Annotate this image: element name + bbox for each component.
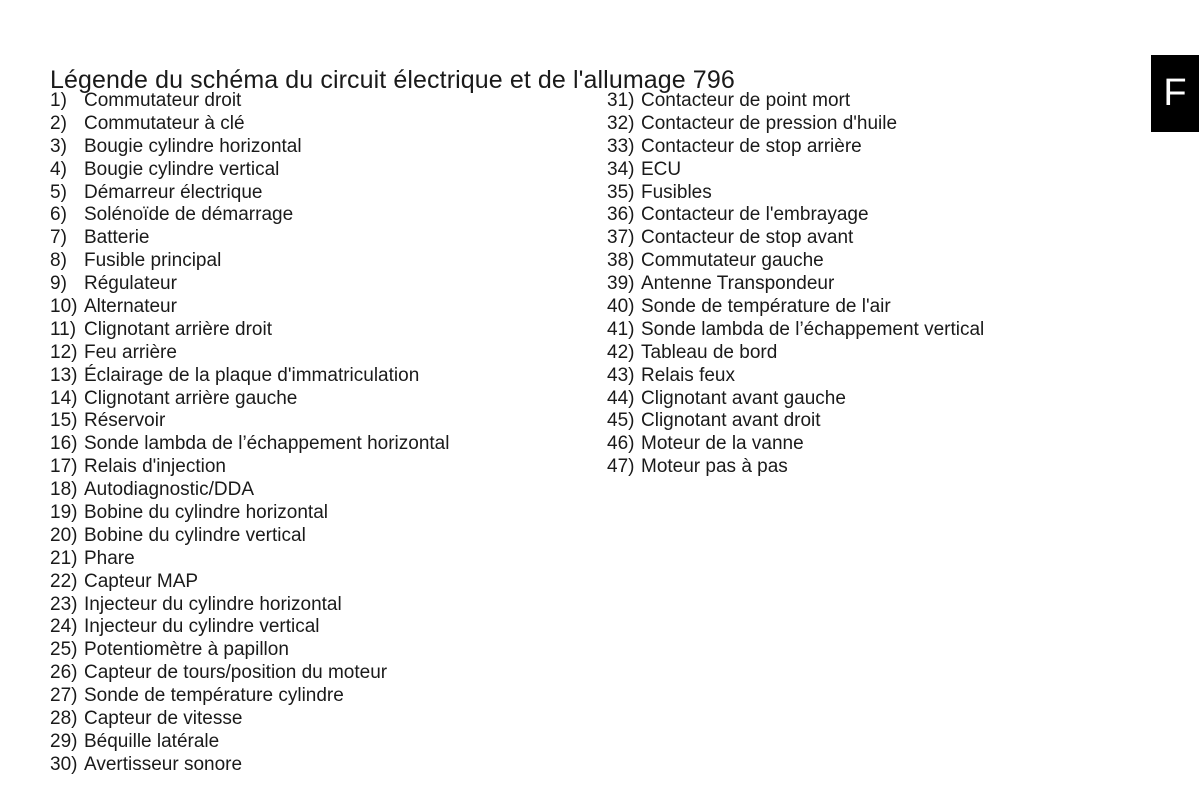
legend-item-label: Commutateur gauche bbox=[641, 250, 824, 272]
legend-item bbox=[607, 456, 984, 479]
legend-item-label: Relais d'injection bbox=[84, 456, 226, 478]
legend-item-label: Tableau de bord bbox=[641, 341, 778, 363]
legend-item-number: 36) bbox=[607, 204, 635, 226]
legend-item-label: Potentiomètre à papillon bbox=[84, 639, 289, 661]
legend-item-label: Sonde de température de l'air bbox=[641, 296, 891, 318]
legend-item bbox=[607, 273, 984, 296]
legend-item-label: Régulateur bbox=[84, 273, 177, 295]
legend-item-number: 3) bbox=[50, 135, 67, 157]
legend-item bbox=[50, 616, 449, 639]
legend-item bbox=[50, 708, 449, 731]
legend-item-label: Démarreur électrique bbox=[84, 181, 263, 203]
legend-item-number: 30) bbox=[50, 753, 78, 775]
legend-item bbox=[50, 525, 449, 548]
legend-item bbox=[50, 456, 449, 479]
legend-item-label: Capteur de vitesse bbox=[84, 708, 243, 730]
page-title: Légende du schéma du circuit électrique et de l'allumage 796 bbox=[50, 65, 735, 94]
legend-item-label: Injecteur du cylindre horizontal bbox=[84, 593, 342, 615]
legend-item bbox=[50, 90, 449, 113]
legend-item-number: 10) bbox=[50, 296, 78, 318]
legend-item bbox=[607, 319, 984, 342]
legend-item-number: 28) bbox=[50, 708, 78, 730]
legend-item bbox=[50, 342, 449, 365]
legend-item bbox=[50, 136, 449, 159]
legend-item bbox=[50, 182, 449, 205]
legend-item bbox=[607, 250, 984, 273]
legend-item-number: 26) bbox=[50, 662, 78, 684]
legend-item bbox=[50, 273, 449, 296]
legend-item-number: 14) bbox=[50, 387, 78, 409]
legend-item bbox=[50, 388, 449, 411]
legend-item-label: Moteur pas à pas bbox=[641, 456, 788, 478]
legend-item bbox=[50, 227, 449, 250]
legend-item-label: Clignotant avant gauche bbox=[641, 387, 846, 409]
legend-item-number: 20) bbox=[50, 524, 78, 546]
legend-item-label: Fusibles bbox=[641, 181, 712, 203]
legend-item-number: 45) bbox=[607, 410, 635, 432]
legend-item bbox=[607, 136, 984, 159]
legend-item-number: 38) bbox=[607, 250, 635, 272]
legend-item-number: 39) bbox=[607, 273, 635, 295]
legend-item bbox=[50, 479, 449, 502]
legend-column-right bbox=[607, 90, 984, 479]
legend-item bbox=[50, 502, 449, 525]
legend-item bbox=[607, 159, 984, 182]
legend-item-number: 29) bbox=[50, 730, 78, 752]
legend-item bbox=[607, 342, 984, 365]
legend-item bbox=[607, 113, 984, 136]
legend-item bbox=[50, 639, 449, 662]
legend-item-number: 35) bbox=[607, 181, 635, 203]
legend-item bbox=[607, 433, 984, 456]
legend-item bbox=[607, 365, 984, 388]
legend-item-number: 1) bbox=[50, 90, 67, 111]
legend-item-label: Moteur de la vanne bbox=[641, 433, 804, 455]
section-tab: F bbox=[1151, 55, 1199, 132]
legend-item-number: 21) bbox=[50, 547, 78, 569]
legend-item-number: 17) bbox=[50, 456, 78, 478]
legend-item-number: 44) bbox=[607, 387, 635, 409]
legend-item-number: 15) bbox=[50, 410, 78, 432]
legend-item bbox=[50, 296, 449, 319]
legend-item-number: 4) bbox=[50, 158, 67, 180]
legend-item-number: 18) bbox=[50, 479, 78, 501]
legend-item-number: 8) bbox=[50, 250, 67, 272]
legend-item-label: Relais feux bbox=[641, 364, 735, 386]
legend-item bbox=[607, 90, 984, 113]
legend-item-number: 27) bbox=[50, 685, 78, 707]
legend-item bbox=[607, 227, 984, 250]
legend-item bbox=[50, 685, 449, 708]
legend-item-label: Sonde lambda de l’échappement horizontal bbox=[84, 433, 450, 455]
legend-item-number: 46) bbox=[607, 433, 635, 455]
legend-item bbox=[50, 250, 449, 273]
legend-item-label: Béquille latérale bbox=[84, 730, 220, 752]
legend-item bbox=[50, 410, 449, 433]
legend-item bbox=[50, 731, 449, 754]
legend-item-number: 6) bbox=[50, 204, 67, 226]
legend-item bbox=[50, 365, 449, 388]
legend-item-label: Commutateur à clé bbox=[84, 112, 245, 134]
legend-item-label: Réservoir bbox=[84, 410, 166, 432]
legend-item-label: Bougie cylindre horizontal bbox=[84, 135, 302, 157]
legend-item-number: 11) bbox=[50, 318, 77, 340]
legend-item bbox=[607, 204, 984, 227]
legend-item-number: 37) bbox=[607, 227, 635, 249]
legend-item-label: Injecteur du cylindre vertical bbox=[84, 616, 320, 638]
legend-item-number: 31) bbox=[607, 90, 635, 111]
legend-item-label: Contacteur de l'embrayage bbox=[641, 204, 869, 226]
legend-item-number: 19) bbox=[50, 502, 78, 524]
legend-item-number: 40) bbox=[607, 296, 635, 318]
legend-item bbox=[50, 662, 449, 685]
legend-item-label: Contacteur de stop avant bbox=[641, 227, 854, 249]
legend-item-number: 16) bbox=[50, 433, 78, 455]
legend-item-number: 2) bbox=[50, 112, 67, 134]
legend-item-label: Sonde de température cylindre bbox=[84, 685, 344, 707]
legend-item-label: Bobine du cylindre horizontal bbox=[84, 502, 328, 524]
legend-item-number: 34) bbox=[607, 158, 635, 180]
legend-item-label: ECU bbox=[641, 158, 682, 180]
legend-item-number: 24) bbox=[50, 616, 78, 638]
legend-item-number: 5) bbox=[50, 181, 67, 203]
legend-item-number: 12) bbox=[50, 341, 78, 363]
legend-column-left bbox=[50, 90, 449, 777]
legend-item bbox=[50, 433, 449, 456]
legend-item-label: Antenne Transpondeur bbox=[641, 273, 835, 295]
legend-item-label: Contacteur de pression d'huile bbox=[641, 112, 898, 134]
legend-item-number: 42) bbox=[607, 341, 635, 363]
legend-item-label: Batterie bbox=[84, 227, 150, 249]
legend-item bbox=[607, 296, 984, 319]
legend-item bbox=[50, 754, 449, 777]
legend-item-label: Fusible principal bbox=[84, 250, 222, 272]
legend-item-number: 47) bbox=[607, 456, 635, 478]
legend-item-number: 32) bbox=[607, 112, 635, 134]
legend-item bbox=[50, 319, 449, 342]
legend-item-number: 33) bbox=[607, 135, 635, 157]
legend-item bbox=[50, 204, 449, 227]
legend-item-label: Éclairage de la plaque d'immatriculation bbox=[84, 364, 420, 386]
legend-item bbox=[50, 548, 449, 571]
legend-item bbox=[607, 410, 984, 433]
legend-item-number: 7) bbox=[50, 227, 67, 249]
legend-item-number: 41) bbox=[607, 318, 635, 340]
legend-item-label: Clignotant arrière droit bbox=[84, 318, 272, 340]
legend-item-label: Contacteur de point mort bbox=[641, 90, 851, 111]
legend-item-label: Clignotant arrière gauche bbox=[84, 387, 298, 409]
legend-item-label: Phare bbox=[84, 547, 135, 569]
legend-item-number: 9) bbox=[50, 273, 67, 295]
legend-item bbox=[50, 113, 449, 136]
legend-item-label: Alternateur bbox=[84, 296, 177, 318]
legend-item-number: 22) bbox=[50, 570, 78, 592]
legend-item bbox=[50, 159, 449, 182]
legend-item-label: Solénoïde de démarrage bbox=[84, 204, 294, 226]
legend-item-label: Clignotant avant droit bbox=[641, 410, 821, 432]
legend-item-label: Bobine du cylindre vertical bbox=[84, 524, 306, 546]
legend-item-label: Avertisseur sonore bbox=[84, 753, 243, 775]
legend-item-number: 25) bbox=[50, 639, 78, 661]
legend-item-number: 13) bbox=[50, 364, 78, 386]
legend-item bbox=[607, 182, 984, 205]
legend-item-label: Feu arrière bbox=[84, 341, 177, 363]
legend-item-number: 43) bbox=[607, 364, 635, 386]
legend-item bbox=[50, 594, 449, 617]
legend-item-label: Capteur MAP bbox=[84, 570, 199, 592]
legend-item-label: Capteur de tours/position du moteur bbox=[84, 662, 388, 684]
legend-item-label: Bougie cylindre vertical bbox=[84, 158, 280, 180]
legend-item-number: 23) bbox=[50, 593, 78, 615]
legend-item-label: Autodiagnostic/DDA bbox=[84, 479, 255, 501]
legend-item-label: Contacteur de stop arrière bbox=[641, 135, 862, 157]
legend-item bbox=[607, 388, 984, 411]
legend-item-label: Sonde lambda de l’échappement vertical bbox=[641, 318, 985, 340]
legend-item bbox=[50, 571, 449, 594]
legend-item-label: Commutateur droit bbox=[84, 90, 242, 111]
